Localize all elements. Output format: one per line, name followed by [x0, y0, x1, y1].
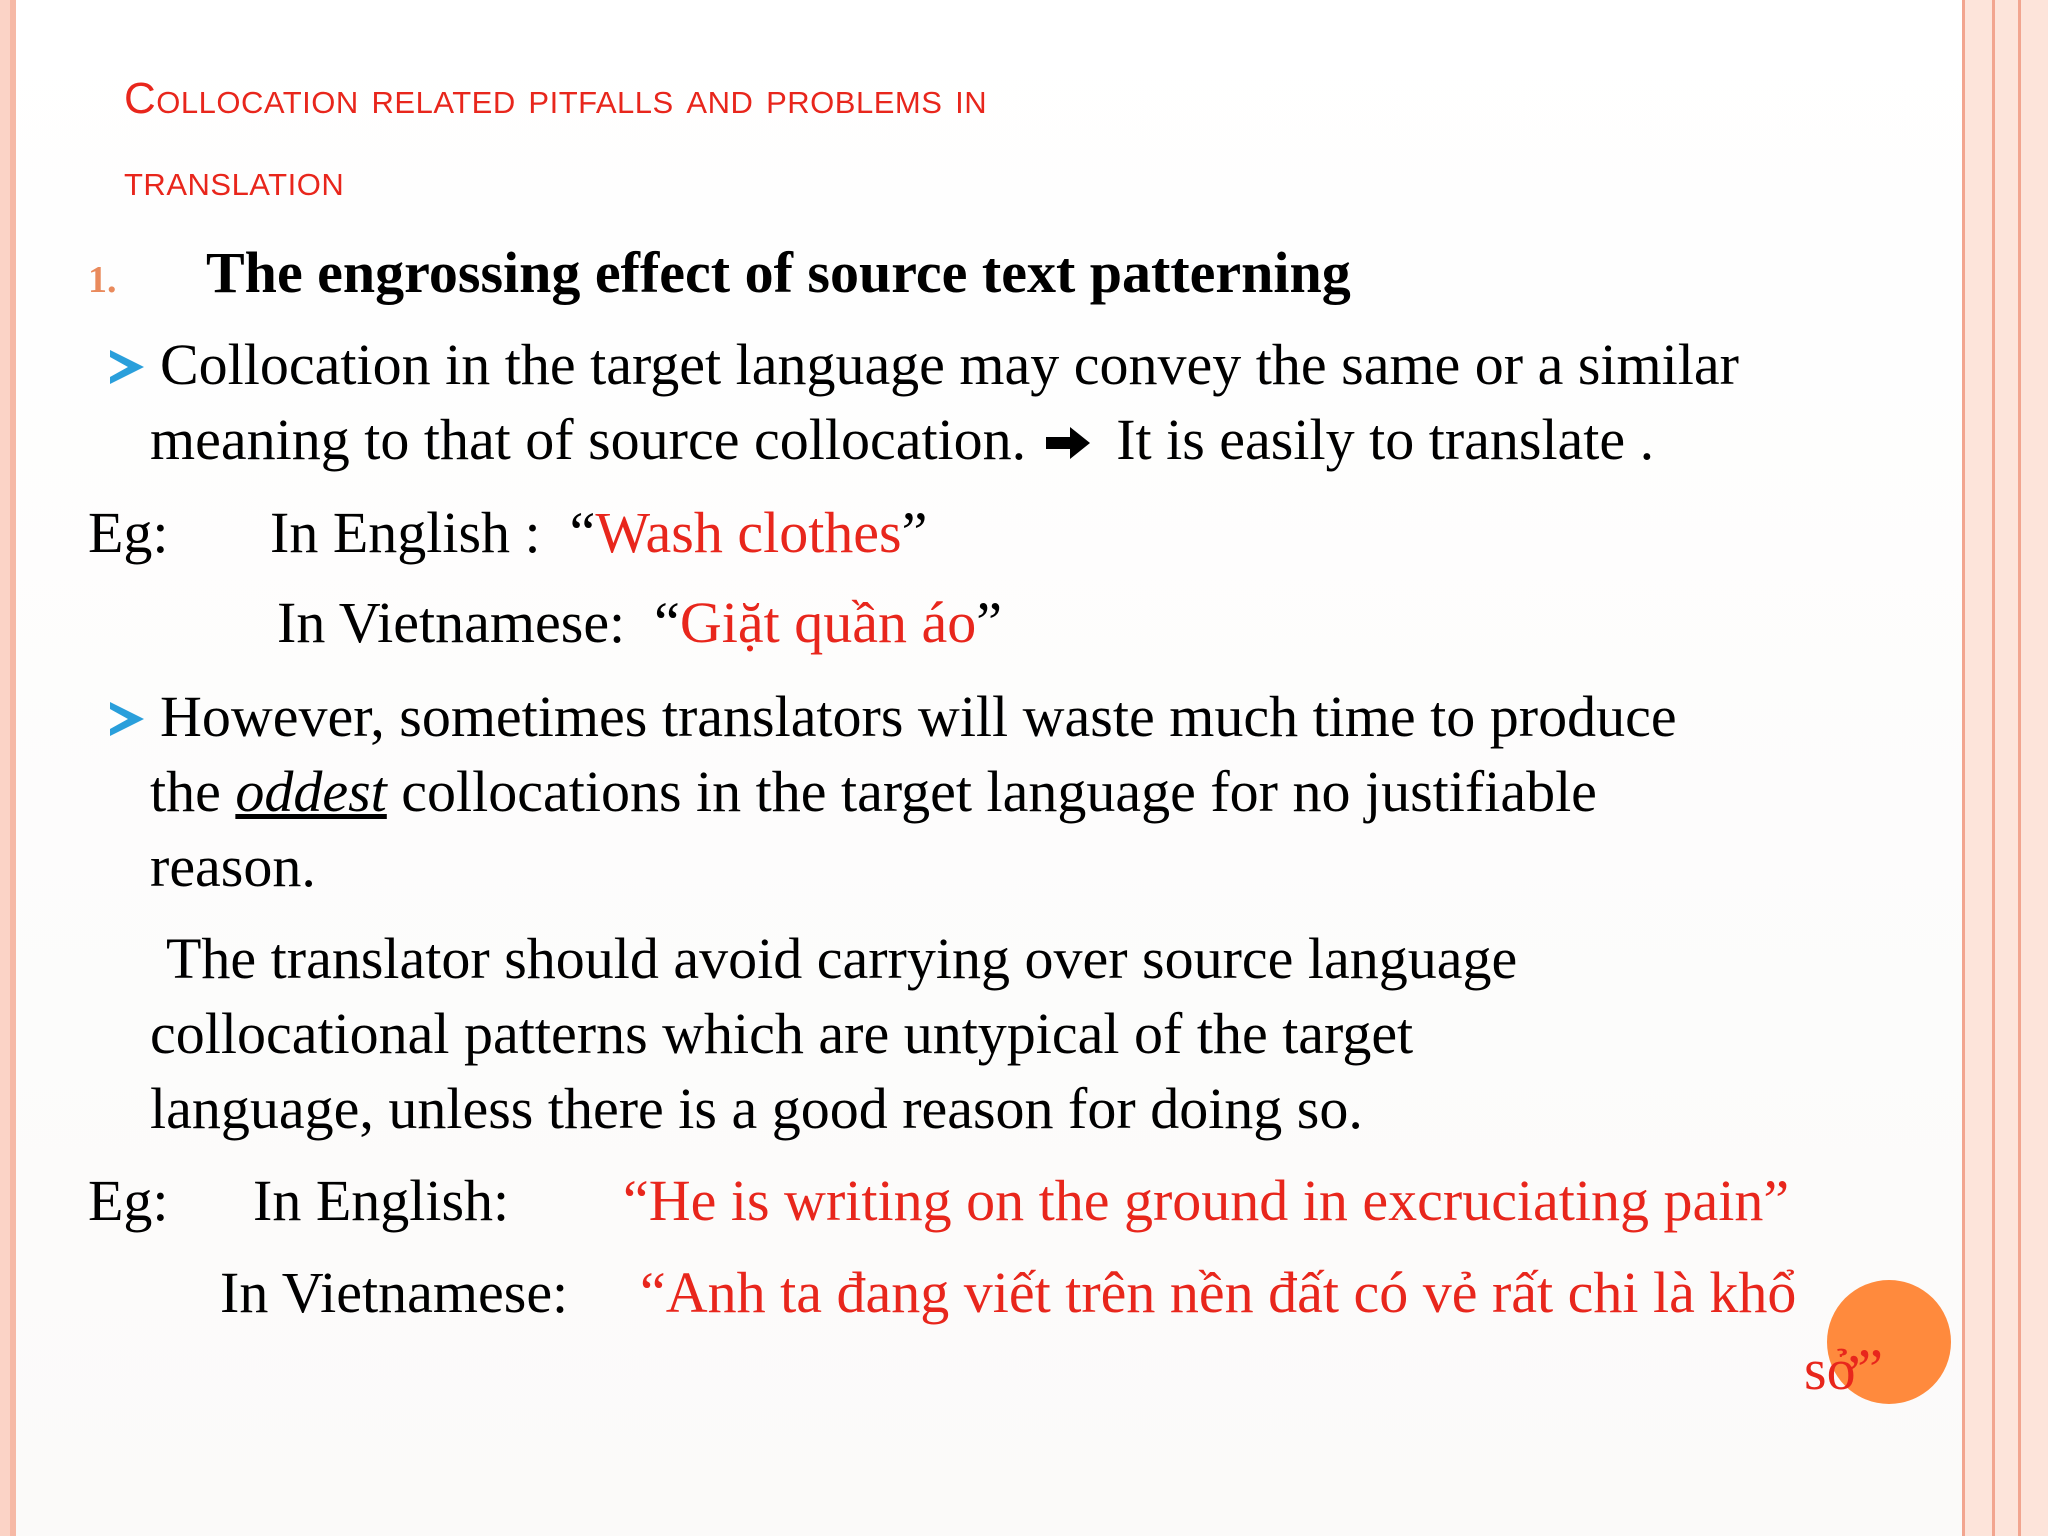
- right-arrow-icon: [1044, 407, 1092, 477]
- example-1-english-phrase: Wash clothes: [595, 500, 902, 565]
- bullet-1-line-1: [110, 330, 1739, 400]
- example-1-label: Eg:: [88, 500, 169, 565]
- section-heading: The engrossing effect of source text patterning: [206, 240, 1351, 305]
- example-2-label: Eg:: [88, 1168, 169, 1233]
- emphasized-word: oddest: [235, 759, 387, 824]
- bullet-1-text-a: meaning to that of source collocation.: [150, 407, 1027, 472]
- example-1-english-label: In English :: [270, 500, 541, 565]
- title-line-2: translation: [124, 156, 345, 205]
- quote-open: “: [569, 500, 596, 565]
- bullet-1-text-b: It is easily to translate .: [1116, 407, 1655, 472]
- bullet-2-text-a: the: [150, 759, 236, 824]
- example-2-english-label: In English:: [253, 1168, 510, 1233]
- example-2-english-phrase: “He is writing on the ground in excruciating pain”: [623, 1168, 1790, 1233]
- example-1-vietnamese: [277, 588, 1002, 658]
- title-line-1: Collocation related pitfalls and problems in: [124, 74, 988, 123]
- example-2-vietnamese-label: In Vietnamese:: [220, 1260, 569, 1325]
- example-1-english: [270, 498, 927, 568]
- right-border-line: [1962, 0, 1965, 1536]
- example-2-vietnamese-phrase-line-2: sở”: [1804, 1337, 1883, 1402]
- bullet-2-text: However, sometimes translators will waste much time to produce: [160, 684, 1677, 749]
- bullet-2-line-1: [110, 682, 1677, 752]
- quote-close: ”: [976, 590, 1003, 655]
- example-1-vietnamese-phrase: Giặt quần áo: [679, 590, 977, 655]
- right-border-band: [1962, 0, 2048, 1536]
- paragraph-line-1: The translator should avoid carrying over source language: [166, 926, 1518, 991]
- quote-close: ”: [901, 500, 928, 565]
- bullet-2-line-3: reason.: [150, 834, 316, 899]
- arrowhead-bullet-icon: [110, 350, 144, 384]
- paragraph-line-2: collocational patterns which are untypical of the target: [150, 1001, 1414, 1066]
- example-1-vietnamese-label: In Vietnamese:: [277, 590, 626, 655]
- arrowhead-bullet-icon: [110, 702, 144, 736]
- bullet-2-line-2: [150, 757, 1597, 827]
- right-border-line: [1992, 0, 1995, 1536]
- bullet-1-text: Collocation in the target language may convey the same or a similar: [160, 332, 1739, 397]
- paragraph-line-3: language, unless there is a good reason for doing so.: [150, 1076, 1363, 1141]
- item-number: 1.: [88, 259, 117, 301]
- slide-title: [124, 58, 1624, 222]
- left-border-stripe: [0, 0, 10, 1536]
- bullet-1-line-2: [150, 405, 1654, 475]
- example-2-vietnamese-phrase-line-1: “Anh ta đang viết trên nền đất có vẻ rất chi là khổ: [640, 1260, 1797, 1325]
- quote-open: “: [654, 590, 680, 655]
- right-border-line: [2018, 0, 2021, 1536]
- bullet-2-text-b: collocations in the target language for no justifiable: [386, 759, 1597, 824]
